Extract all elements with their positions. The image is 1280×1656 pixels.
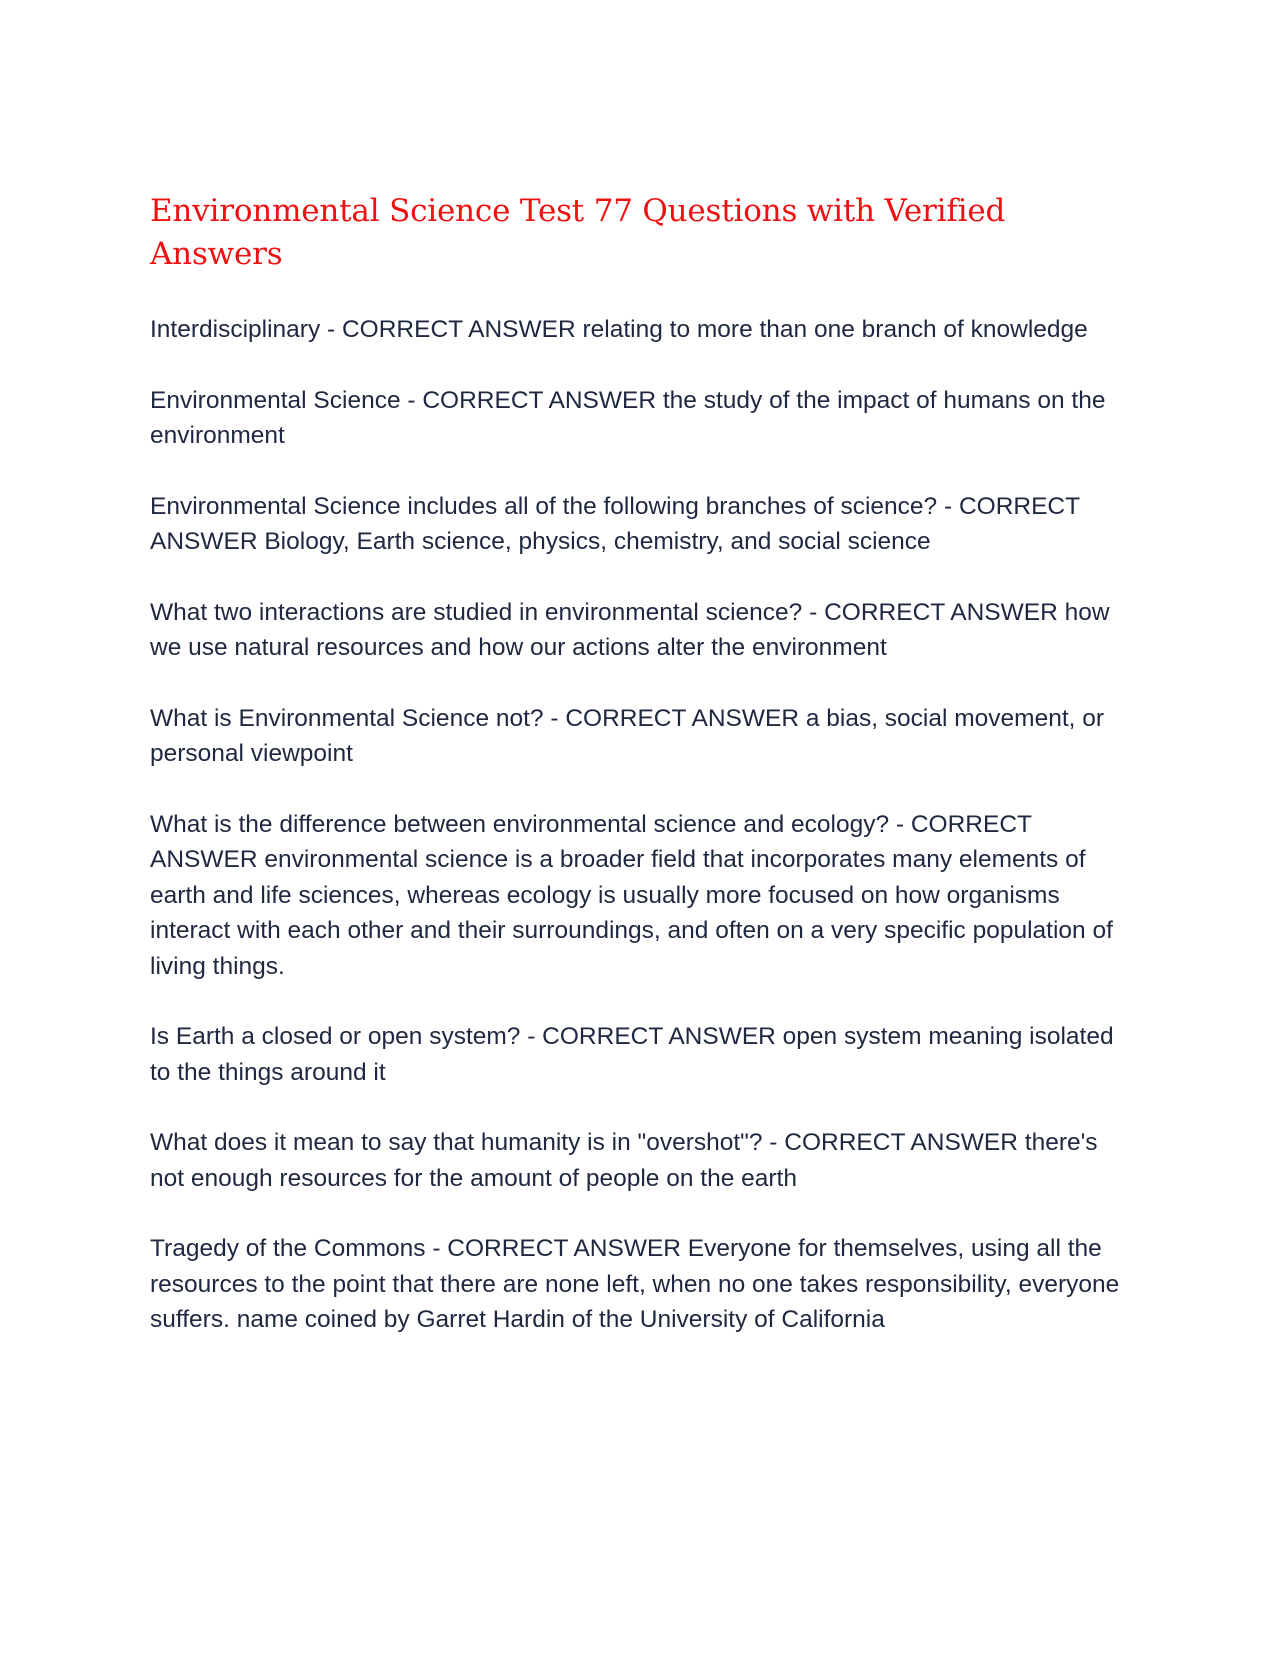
- qa-entry-interdisciplinary: Interdisciplinary - CORRECT ANSWER relating to more than one branch of knowledge: [150, 316, 1088, 343]
- qa-entry-environmental-science: Environmental Science - CORRECT ANSWER the study of the impact of humans on the environment: [150, 386, 1106, 449]
- qa-entry-what-it-is-not: What is Environmental Science not? - CORRECT ANSWER a bias, social movement, or personal viewpoint: [150, 704, 1105, 767]
- qa-entry-two-interactions: What two interactions are studied in environmental science? - CORRECT ANSWER how we use natural resources and how our actions alter the environment: [150, 598, 1110, 661]
- qa-entry-overshot: What does it mean to say that humanity is in "overshot"? - CORRECT ANSWER there's not enough resources for the amount of people on the earth: [150, 1129, 1098, 1192]
- qa-entry-branches-of-science: Environmental Science includes all of the following branches of science? - CORRECT ANSWER Biology, Earth science, physics, chemistry, and social science: [150, 492, 1080, 555]
- document-title: Environmental Science Test 77 Questions with Verified Answers: [150, 193, 1006, 272]
- document-body: [150, 190, 1125, 1373]
- qa-entry-closed-or-open-system: Is Earth a closed or open system? - CORRECT ANSWER open system meaning isolated to the things around it: [150, 1023, 1114, 1086]
- qa-entry-science-vs-ecology: What is the difference between environmental science and ecology? - CORRECT ANSWER environmental science is a broader field that incorporates many elements of earth and life sciences, whereas ecology is usually more focused on how organisms interact with each other and their surroundings, and often on a very specific population of living things.: [150, 810, 1113, 980]
- qa-entry-tragedy-of-the-commons: Tragedy of the Commons - CORRECT ANSWER Everyone for themselves, using all the resources to the point that there are none left, when no one takes responsibility, everyone suffers. name coined by Garret Hardin of the University of California: [150, 1235, 1120, 1333]
